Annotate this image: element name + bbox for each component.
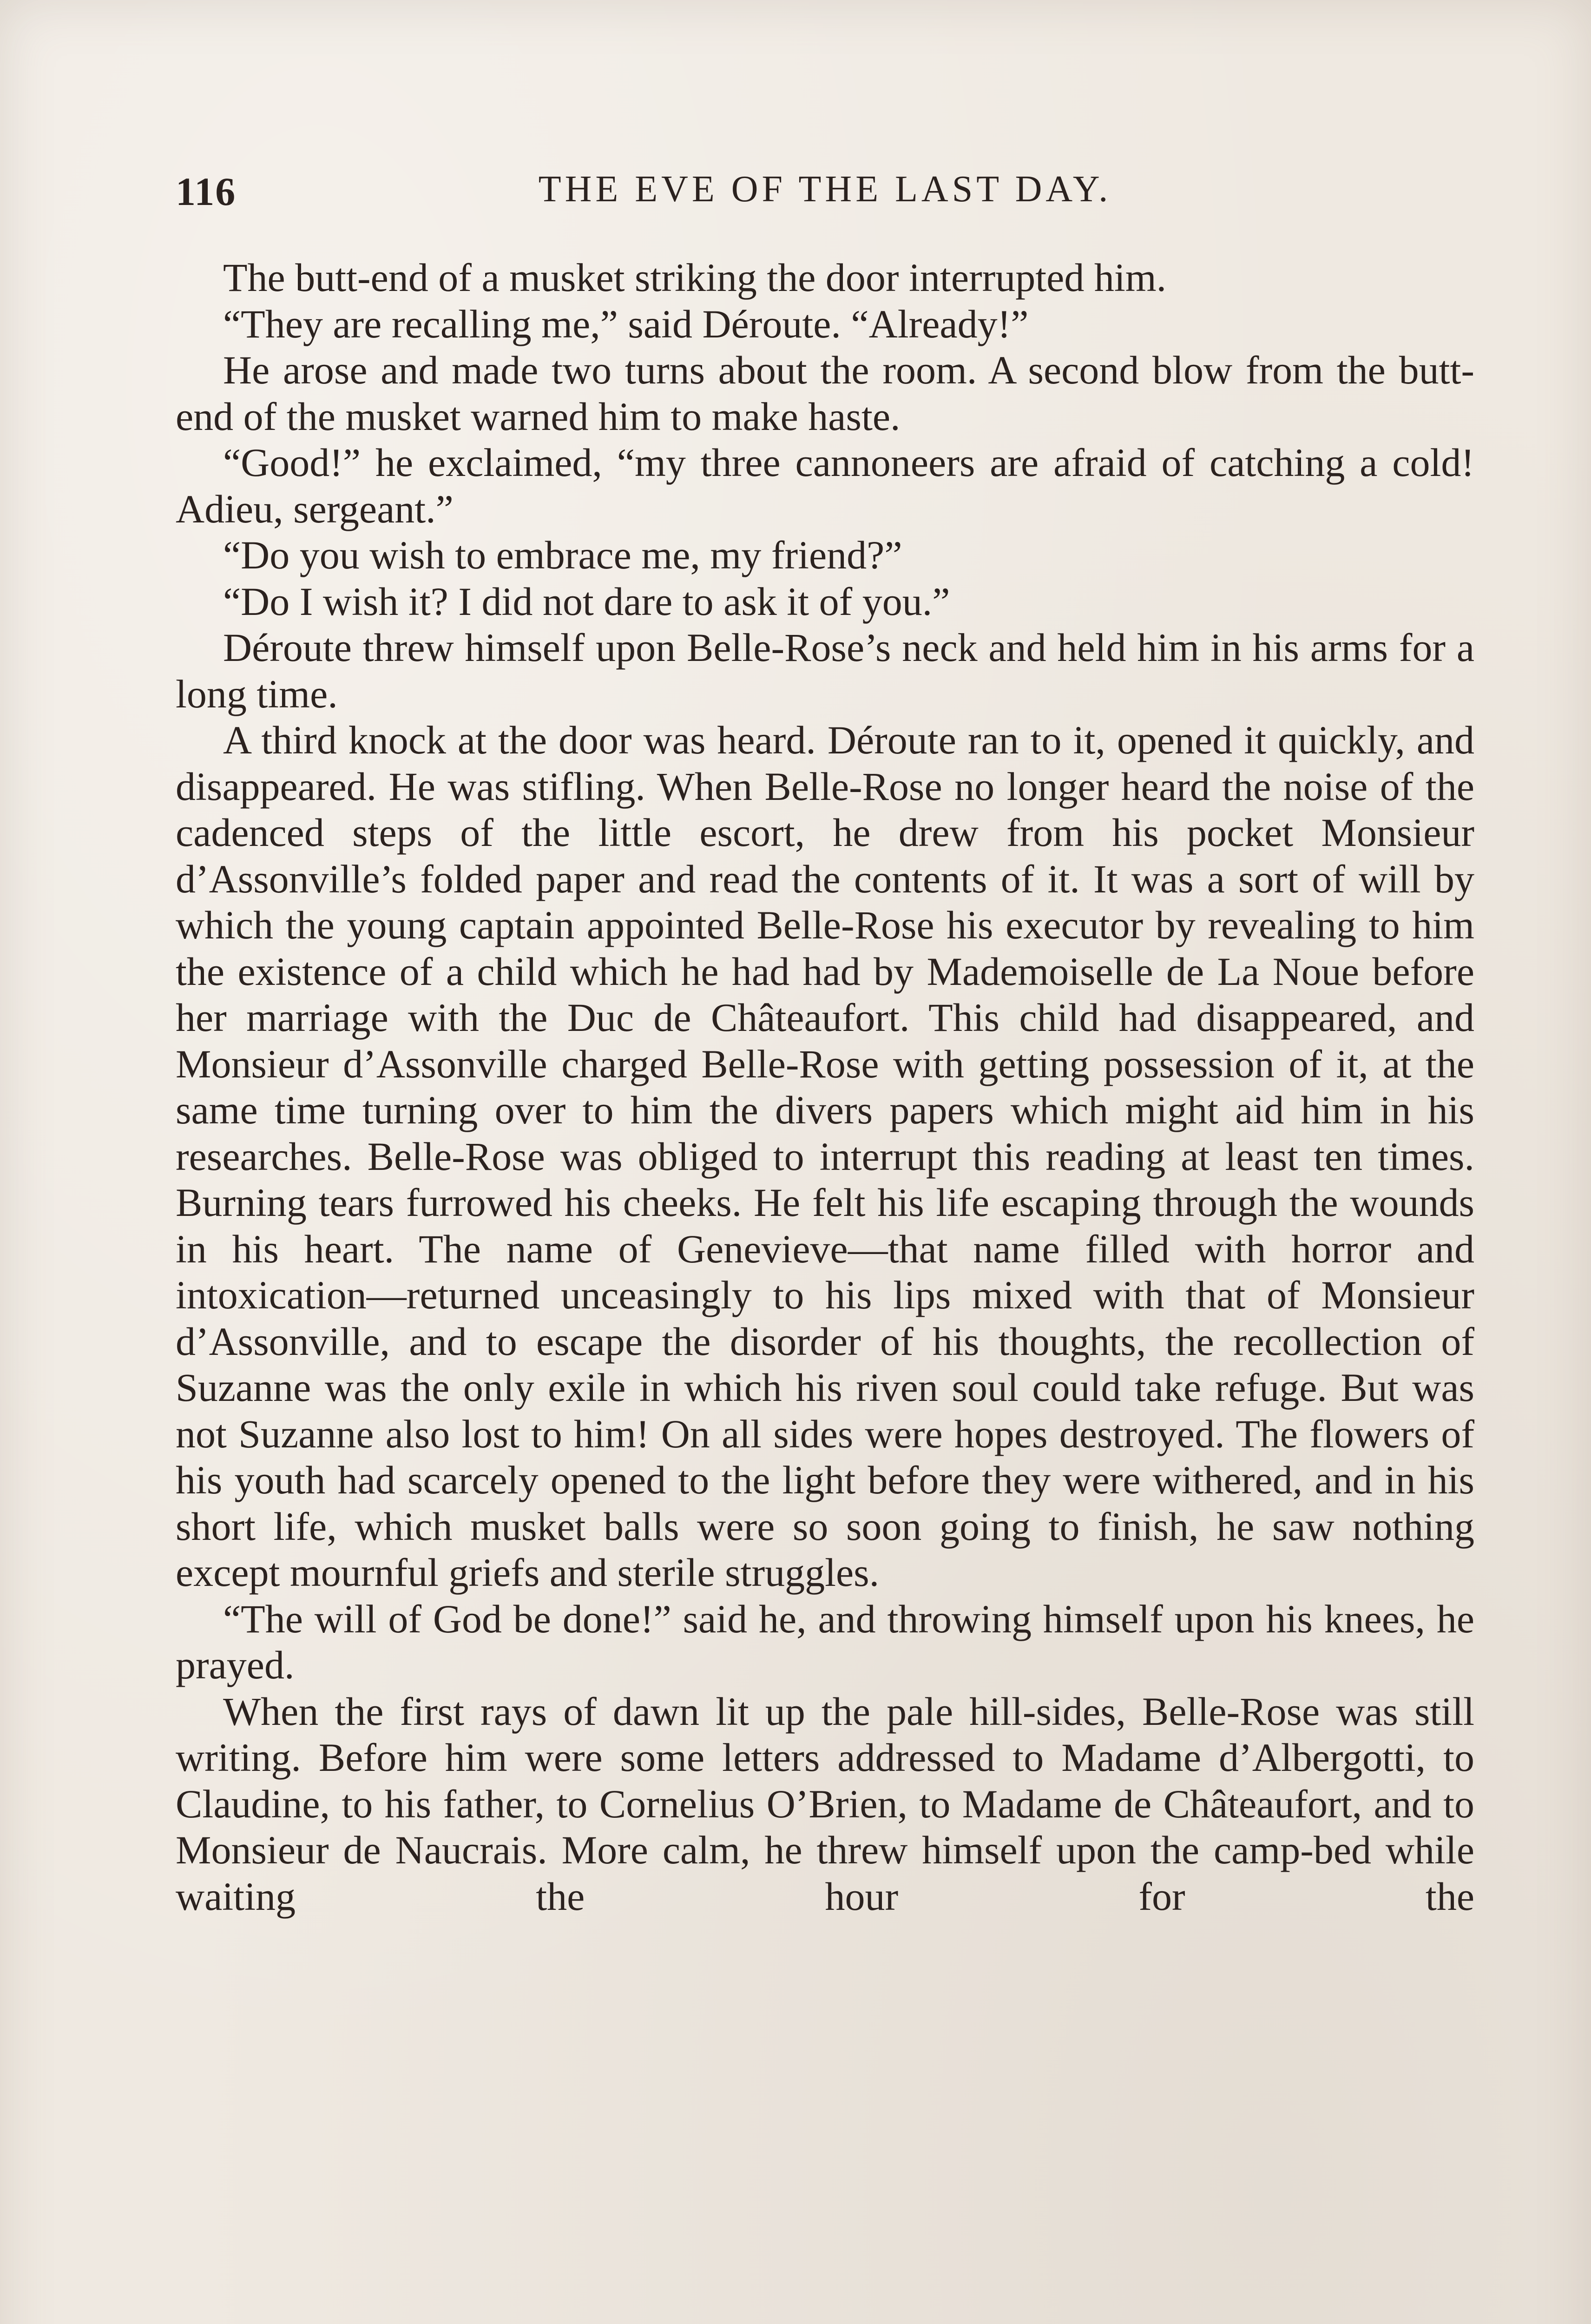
paragraph: “Do you wish to embrace me, my friend?”: [223, 533, 902, 577]
running-title: THE EVE OF THE LAST DAY.: [538, 169, 1112, 210]
paragraph: “They are recalling me,” said Déroute. “Already!”: [223, 301, 1029, 346]
paragraph: “Do I wish it? I did not dare to ask it of you.”: [223, 579, 950, 624]
paragraph: “The will of God be done!” said he, and throwing himself upon his knees, he prayed.: [176, 1596, 1474, 1687]
paragraph: The butt-end of a musket striking the door interrupted him.: [223, 255, 1167, 300]
paragraph: “Good!” he exclaimed, “my three cannoneers are afraid of catching a cold! Adieu, sergeant.”: [176, 440, 1474, 531]
paragraph: A third knock at the door was heard. Déroute ran to it, opened it quickly, and disappeared. He was stifling. When Belle-Rose no longer heard the noise of the cadenced steps of the little escort, he drew from his pocket Monsieur d’Assonville’s folded paper and read the contents of it. It was a sort of will by which the young captain appointed Belle-Rose his executor by revealing to him the existence of a child which he had had by Mademoiselle de La Noue before her marriage with the Duc de Châteaufort. This child had disappeared, and Monsieur d’Assonville charged Belle-Rose with getting possession of it, at the same time turning over to him the divers papers which might aid him in his researches. Belle-Rose was obliged to interrupt this reading at least ten times. Burning tears furrowed his cheeks. He felt his life escaping through the wounds in his heart. The name of Genevieve—that name filled with horror and intoxication—returned unceasingly to his lips mixed with that of Monsieur d’Assonville, and to escape the disorder of his thoughts, the recollection of Suzanne was the only exile in which his riven soul could take refuge. But was not Suzanne also lost to him! On all sides were hopes destroyed. The flowers of his youth had scarcely opened to the light before they were withered, and in his short life, which musket balls were so soon going to finish, he saw nothing except mournful griefs and sterile struggles.: [176, 718, 1474, 1595]
paragraph: When the first rays of dawn lit up the pale hill-sides, Belle-Rose was still writing. Before him were some letters addressed to Madame d’Albergotti, to Claudine, to his father, to Cornelius O’Brien, to Madame de Châteaufort, and to Monsieur de Naucrais. More calm, he threw himself upon the camp-bed while waiting the hour for the: [176, 1689, 1474, 1919]
body-text: [176, 255, 1474, 1920]
paragraph: Déroute threw himself upon Belle-Rose’s neck and held him in his arms for a long time.: [176, 625, 1474, 716]
page-number: 116: [176, 169, 237, 214]
running-head: [176, 168, 1474, 224]
paragraph: He arose and made two turns about the room. A second blow from the butt-end of the musket warned him to make haste.: [176, 348, 1474, 439]
